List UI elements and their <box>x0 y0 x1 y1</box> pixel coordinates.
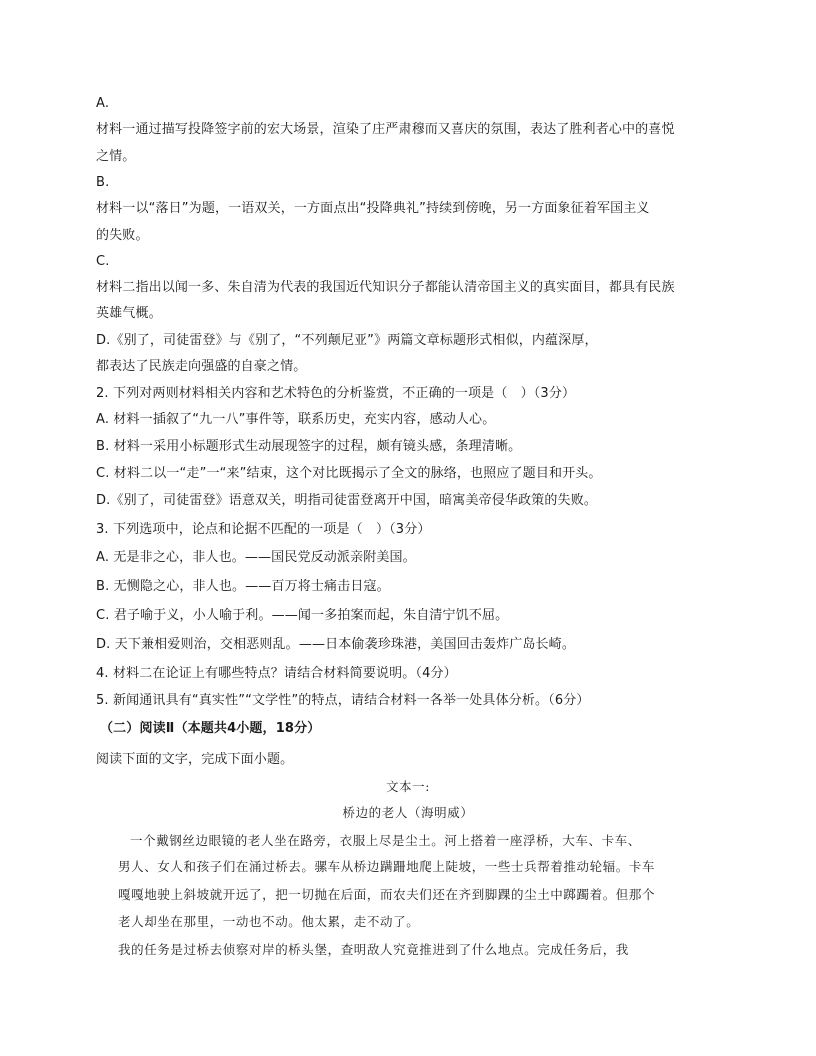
passage-line: 老人却坐在那里，一动也不动。他太累，走不动了。 <box>118 914 420 929</box>
option-a-text-cont: 之情。 <box>96 149 136 164</box>
option-c-text-cont: 英雄气概。 <box>96 306 162 321</box>
option-a-text: 材料一通过描写投降签字前的宏大场景，渲染了庄严肃穆而又喜庆的氛围，表达了胜利者心中的喜悦 <box>96 122 675 137</box>
text-one-label: 文本一: <box>385 779 431 794</box>
section-heading: （二）阅读Ⅱ（本题共4小题，18分） <box>100 721 321 736</box>
option-b-text: 材料一以“落日”为题，一语双关，一方面点出“投降典礼”持续到傍晚，另一方面象征着军国主义 <box>96 201 650 216</box>
option-d-text-cont: 都表达了民族走向强盛的自豪之情。 <box>96 359 307 374</box>
q2-option-b: B. 材料一采用小标题形式生动展现签字的过程，颇有镜头感，条理清晰。 <box>96 439 522 454</box>
reading-instruction: 阅读下面的文字，完成下面小题。 <box>96 752 294 767</box>
option-b-label: B. <box>96 175 110 190</box>
question-2: 2. 下列对两则材料相关内容和艺术特色的分析鉴赏，不正确的一项是（ ）（3分） <box>96 386 576 401</box>
passage-line: 嘎嘎地驶上斜坡就开远了，把一切抛在后面，而农夫们还在齐到脚踝的尘土中踯躅着。但那个 <box>118 887 656 902</box>
question-3: 3. 下列选项中，论点和论据不匹配的一项是（ ）（3分） <box>96 522 431 537</box>
q2-option-a: A. 材料一插叙了“九一八”事件等，联系历史，充实内容，感动人心。 <box>96 412 496 427</box>
passage-line: 一个戴钢丝边眼镜的老人坐在路旁，衣服上尽是尘土。河上搭着一座浮桥，大车、卡车、 <box>130 833 641 848</box>
option-d-text: D.《别了，司徒雷登》与《别了，“不列颠尼亚”》两篇文章标题形式相似，内蕴深厚， <box>96 333 598 348</box>
passage-line: 我的任务是过桥去侦察对岸的桥头堡，查明敌人究竟推进到了什么地点。完成任务后，我 <box>118 942 629 957</box>
q3-option-d: D. 天下兼相爱则治，交相恶则乱。——日本偷袭珍珠港，美国回击轰炸广岛长崎。 <box>96 637 575 652</box>
option-b-text-cont: 的失败。 <box>96 228 149 243</box>
question-4: 4. 材料二在论证上有哪些特点？请结合材料简要说明。（4分） <box>96 666 457 681</box>
passage-line: 男人、女人和孩子们在涌过桥去。骡车从桥边蹒跚地爬上陡坡，一些士兵帮着推动轮辐。卡车 <box>118 859 656 874</box>
q3-option-b: B. 无恻隐之心，非人也。——百万将士痛击日寇。 <box>96 579 390 594</box>
q3-option-c: C. 君子喻于义，小人喻于利。——闻一多拍案而起，朱自清宁饥不屈。 <box>96 608 509 623</box>
q3-option-a: A. 无是非之心，非人也。——国民党反动派亲附美国。 <box>96 550 416 565</box>
question-5: 5. 新闻通讯具有“真实性”“文学性”的特点，请结合材料一各举一处具体分析。（6分） <box>96 693 590 708</box>
q2-option-d: D.《别了，司徒雷登》语意双关，明指司徒雷登离开中国，暗寓美帝侵华政策的失败。 <box>96 493 597 508</box>
passage-title: 桥边的老人（海明威） <box>342 805 474 820</box>
option-a-label: A. <box>96 96 110 111</box>
option-c-text: 材料二指出以闻一多、朱自清为代表的我国近代知识分子都能认清帝国主义的真实面目，都具有民族 <box>96 280 675 295</box>
q2-option-c: C. 材料二以一“走”一“来”结束，这个对比既揭示了全文的脉络，也照应了题目和开头。 <box>96 466 602 481</box>
option-c-label: C. <box>96 254 110 269</box>
